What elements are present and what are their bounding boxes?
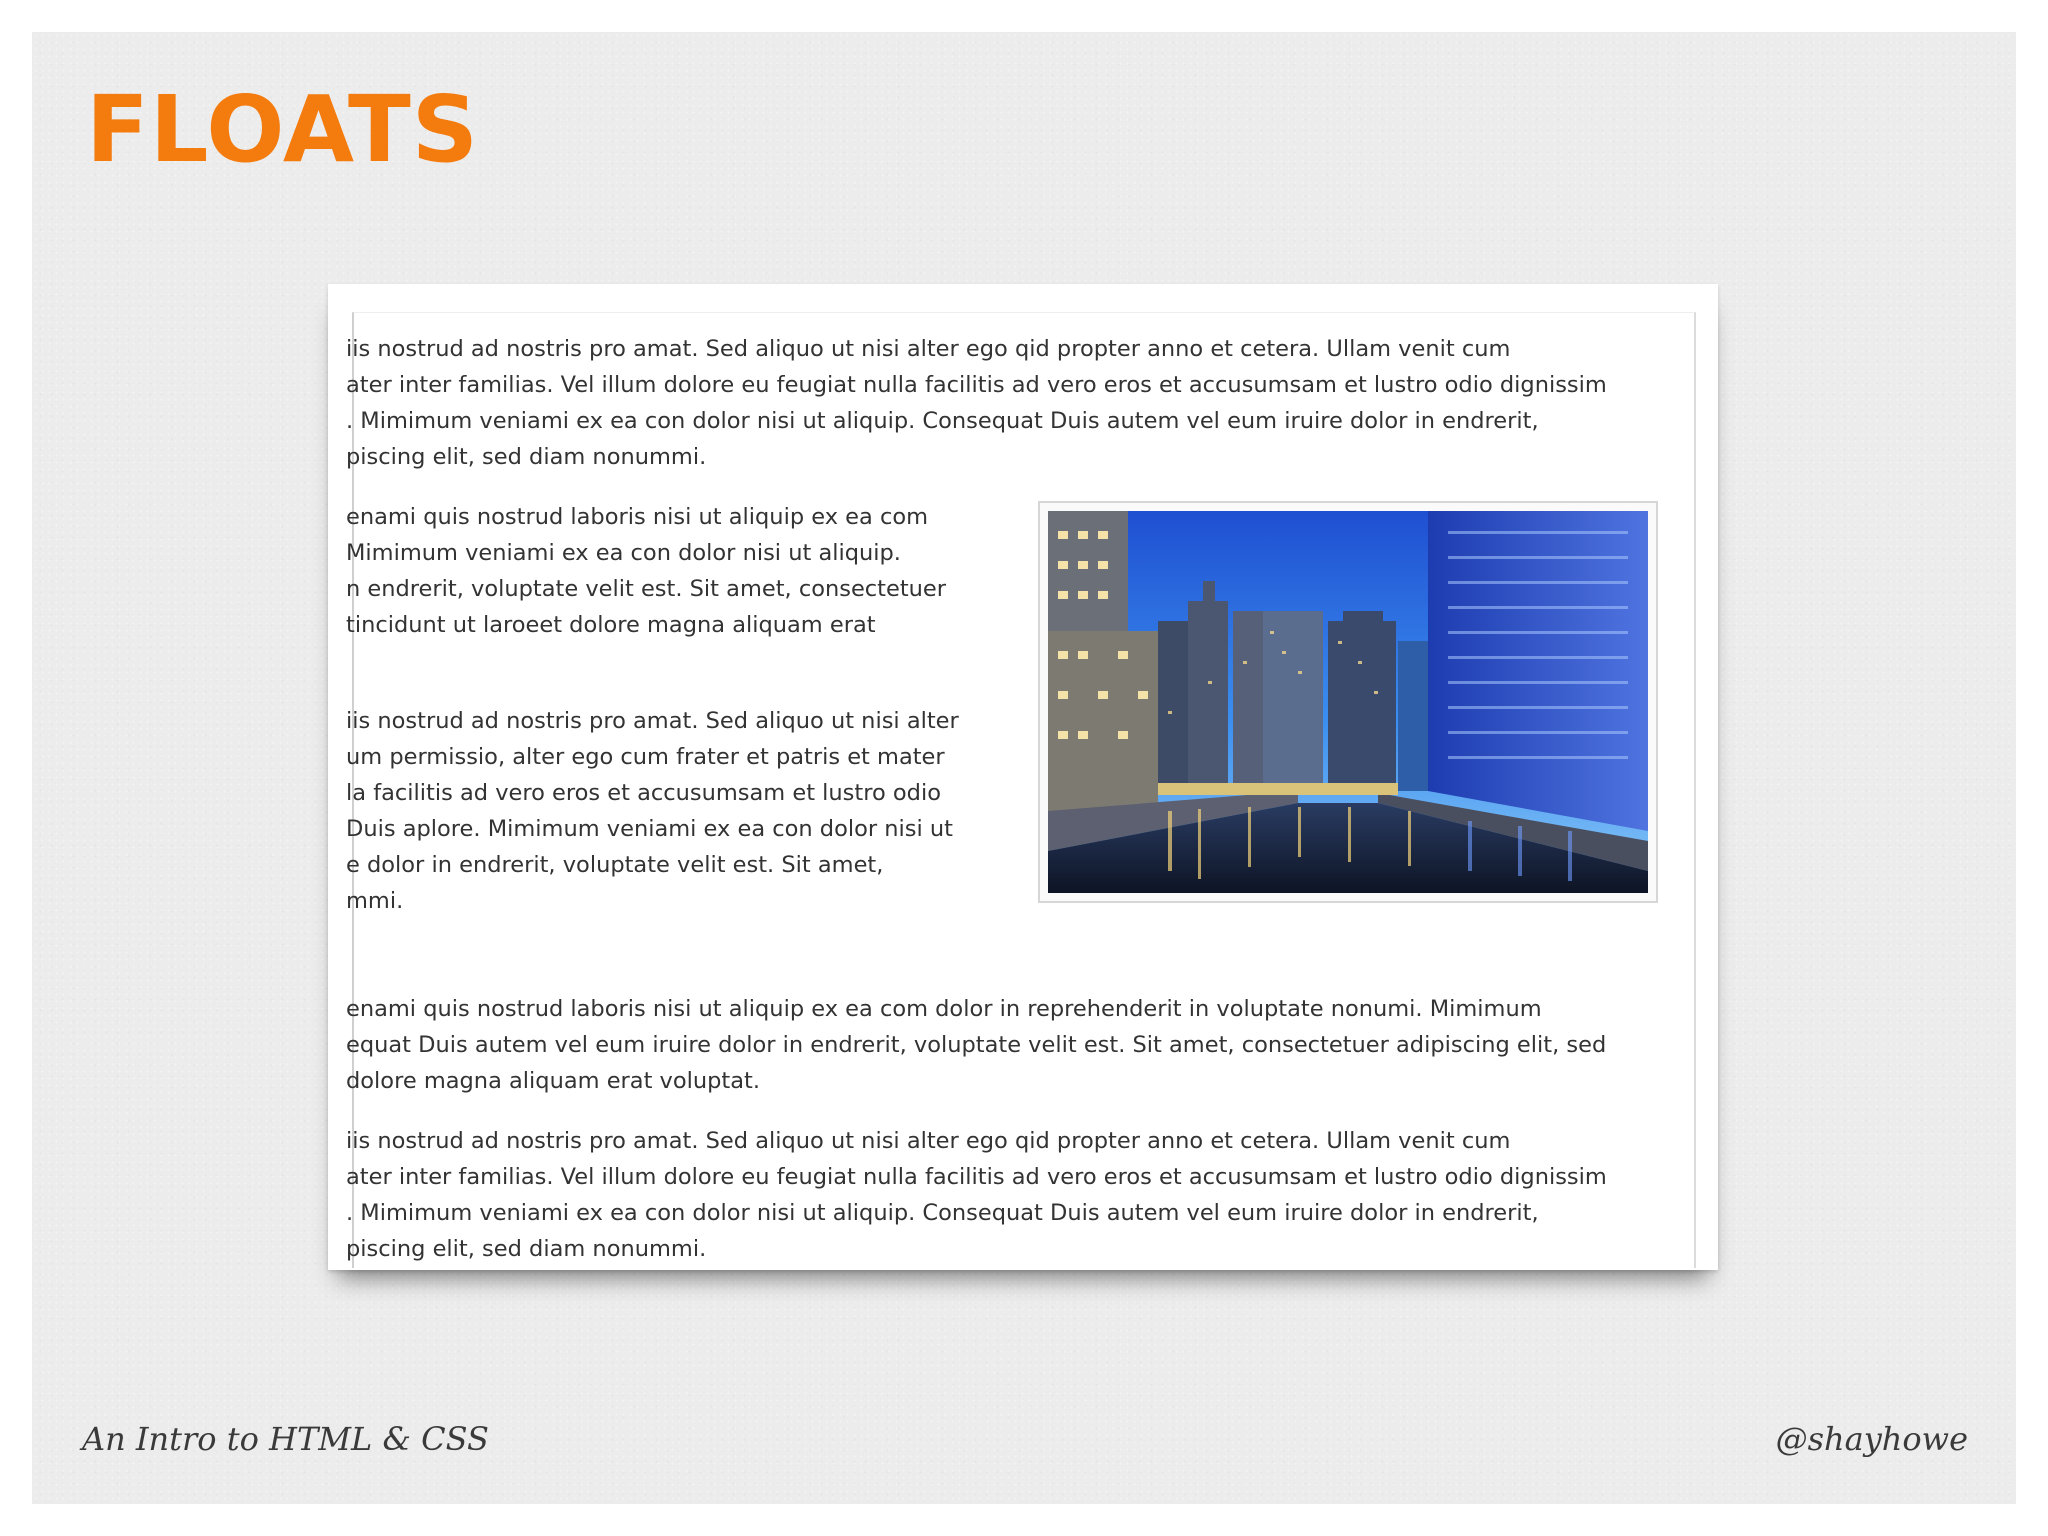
text-line: iis nostrud ad nostris pro amat. Sed aliquo ut nisi alter bbox=[346, 708, 959, 734]
text-line: mmi. bbox=[346, 888, 404, 914]
text-line: dolore magna aliquam erat voluptat. bbox=[346, 1068, 761, 1094]
slide-title: FLOATS bbox=[86, 76, 480, 183]
paragraph-5 bbox=[346, 1123, 1666, 1267]
float-section bbox=[346, 499, 1666, 967]
text-line: tincidunt ut laroeet dolore magna aliquam erat bbox=[346, 612, 876, 638]
text-line: . Mimimum veniami ex ea con dolor nisi ut aliquip. Consequat Duis autem vel eum iruire dolor in endrerit, bbox=[346, 1200, 1539, 1226]
text-line: . Mimimum veniami ex ea con dolor nisi ut aliquip. Consequat Duis autem vel eum iruire dolor in endrerit, bbox=[346, 408, 1539, 434]
text-line: enami quis nostrud laboris nisi ut aliquip ex ea com bbox=[346, 504, 929, 530]
text-line: n endrerit, voluptate velit est. Sit amet, consectetuer bbox=[346, 576, 947, 602]
paragraph-2 bbox=[346, 499, 959, 679]
text-line: equat Duis autem vel eum iruire dolor in endrerit, voluptate velit est. Sit amet, consectetuer adipiscing elit, sed bbox=[346, 1032, 1607, 1058]
footer-author-handle: @shayhowe bbox=[1775, 1420, 1968, 1458]
text-line: enami quis nostrud laboris nisi ut aliquip ex ea com dolor in reprehenderit in voluptate nonumi. Mimimum bbox=[346, 996, 1542, 1022]
text-line: iis nostrud ad nostris pro amat. Sed aliquo ut nisi alter ego qid propter anno et cetera. Ullam venit cum bbox=[346, 336, 1511, 362]
slide bbox=[32, 32, 2016, 1504]
text-line: ater inter familias. Vel illum dolore eu feugiat nulla facilitis ad vero eros et accusumsam et lustro odio dignissim bbox=[346, 1164, 1607, 1190]
paragraph-4 bbox=[346, 991, 1666, 1099]
text-line: piscing elit, sed diam nonummi. bbox=[346, 1236, 707, 1262]
wrapped-text bbox=[346, 499, 959, 943]
text-line: iis nostrud ad nostris pro amat. Sed aliquo ut nisi alter ego qid propter anno et cetera. Ullam venit cum bbox=[346, 1128, 1511, 1154]
footer-course-title: An Intro to HTML & CSS bbox=[82, 1420, 489, 1458]
text-line-empty bbox=[346, 643, 959, 679]
text-line: piscing elit, sed diam nonummi. bbox=[346, 444, 707, 470]
text-line: e dolor in endrerit, voluptate velit est. Sit amet, bbox=[346, 852, 884, 878]
paragraph-3 bbox=[346, 703, 959, 919]
text-line: Duis aplore. Mimimum veniami ex ea con dolor nisi ut bbox=[346, 816, 953, 842]
text-line: um permissio, alter ego cum frater et patris et mater bbox=[346, 744, 945, 770]
text-line: ater inter familias. Vel illum dolore eu feugiat nulla facilitis ad vero eros et accusumsam et lustro odio dignissim bbox=[346, 372, 1607, 398]
browser-screenshot-card bbox=[328, 284, 1718, 1270]
text-line: la facilitis ad vero eros et accusumsam et lustro odio bbox=[346, 780, 941, 806]
city-river-photo bbox=[1048, 511, 1648, 893]
paragraph-1 bbox=[346, 331, 1666, 475]
text-line: Mimimum veniami ex ea con dolor nisi ut aliquip. bbox=[346, 540, 901, 566]
browser-viewport bbox=[346, 312, 1696, 1268]
demo-content bbox=[346, 331, 1666, 1291]
floated-image bbox=[1038, 501, 1658, 903]
